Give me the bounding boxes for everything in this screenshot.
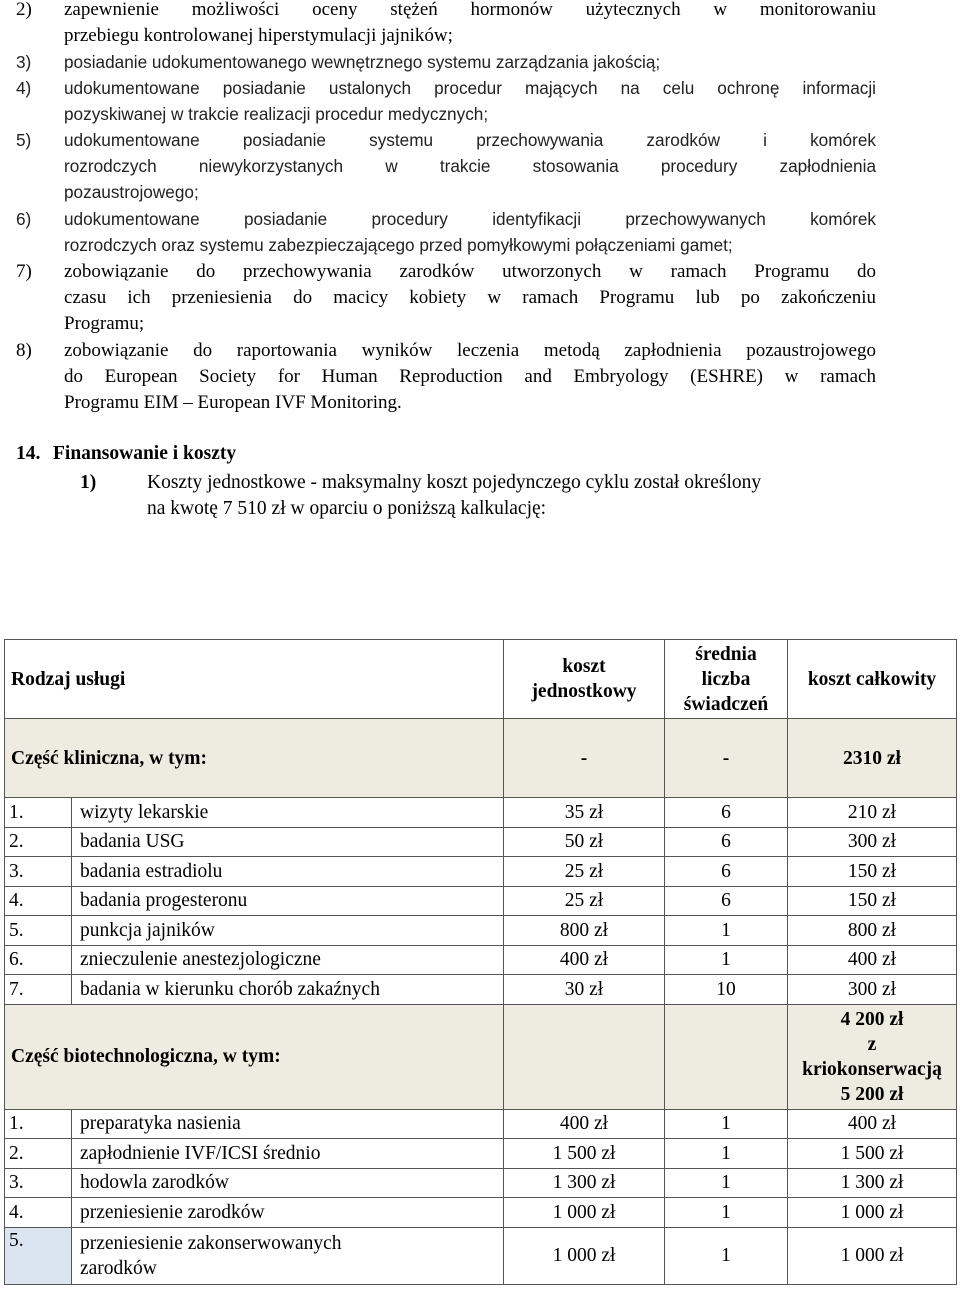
row-service: preparatyka nasienia — [72, 1109, 504, 1139]
row-total: 400 zł — [788, 945, 957, 975]
biotech-total-line: z — [867, 1033, 877, 1055]
row-count: 1 — [665, 916, 788, 946]
table-row — [5, 857, 957, 887]
biotech-part-total — [788, 1004, 957, 1109]
row-total: 800 zł — [788, 916, 957, 946]
row-total: 400 zł — [788, 1109, 957, 1139]
list-item — [16, 49, 876, 75]
row-count: 6 — [665, 886, 788, 916]
list-item-number: 7) — [16, 261, 32, 282]
row-unit-cost: 50 zł — [504, 827, 665, 857]
row-count: 1 — [665, 1109, 788, 1139]
cost-table — [4, 639, 957, 1285]
row-total: 1 500 zł — [788, 1139, 957, 1169]
subsection-line: Koszty jednostkowe - maksymalny koszt pojedynczego cyklu został określony — [147, 472, 762, 493]
biotech-total-line: 4 200 zł — [840, 1008, 904, 1030]
row-number: 4. — [5, 1198, 72, 1228]
row-service: badania USG — [72, 827, 504, 857]
table-row — [5, 1198, 957, 1228]
clinical-part-count: - — [665, 719, 788, 798]
row-number: 1. — [5, 798, 72, 828]
row-unit-cost: 1 300 zł — [504, 1168, 665, 1198]
row-unit-cost: 1 000 zł — [504, 1198, 665, 1228]
header-service-type: Rodzaj usługi — [5, 640, 504, 719]
list-item-number: 6) — [16, 209, 32, 229]
header-avg-count: średnia liczba świadczeń — [665, 640, 788, 719]
list-item-number: 4) — [16, 78, 32, 98]
list-item-line: udokumentowane posiadanie procedury identyfikacji przechowywanych komórek — [64, 209, 876, 229]
table-row — [5, 798, 957, 828]
row-count: 6 — [665, 798, 788, 828]
row-number: 6. — [5, 945, 72, 975]
list-item-line: udokumentowane posiadanie systemu przechowywania zarodków i komórek — [64, 130, 876, 150]
table-row — [5, 827, 957, 857]
row-service — [72, 1227, 504, 1284]
row-number: 2. — [5, 827, 72, 857]
list-item-line: czasu ich przeniesienia do macicy kobiety w ramach Programu lub po zakończeniu — [64, 287, 876, 308]
table-row — [5, 945, 957, 975]
list-item-line: rozrodczych niewykorzystanych w trakcie stosowania procedury zapłodnienia — [64, 156, 876, 176]
row-total: 300 zł — [788, 827, 957, 857]
row-service: badania w kierunku chorób zakaźnych — [72, 975, 504, 1005]
row-number: 3. — [5, 1168, 72, 1198]
list-item — [16, 75, 876, 127]
row-count: 10 — [665, 975, 788, 1005]
table-row — [5, 1109, 957, 1139]
table-row — [5, 1227, 957, 1284]
list-item — [16, 0, 876, 49]
list-item-line: do European Society for Human Reproduction and Embryology (ESHRE) w ramach — [64, 366, 876, 387]
subsection-number: 1) — [80, 472, 97, 493]
list-item-number: 8) — [16, 340, 32, 361]
list-item-line: pozaustrojowego; — [64, 182, 199, 202]
row-service: przeniesienie zarodków — [72, 1198, 504, 1228]
list-item-line: zapewnienie możliwości oceny stężeń hormonów użytecznych w monitorowaniu — [64, 0, 876, 20]
clinical-part-unit: - — [504, 719, 665, 798]
header-unit-cost: koszt jednostkowy — [504, 640, 665, 719]
row-total: 300 zł — [788, 975, 957, 1005]
row-number: 7. — [5, 975, 72, 1005]
row-number: 5. — [5, 1227, 72, 1284]
table-header-row — [5, 640, 957, 719]
row-count: 1 — [665, 945, 788, 975]
row-number: 3. — [5, 857, 72, 887]
row-count: 6 — [665, 827, 788, 857]
row-service-line: zarodków — [80, 1257, 157, 1279]
table-row — [5, 975, 957, 1005]
row-unit-cost: 1 500 zł — [504, 1139, 665, 1169]
list-item-line: posiadanie udokumentowanego wewnętrznego systemu zarządzania jakością; — [64, 52, 661, 72]
biotech-part-label: Część biotechnologiczna, w tym: — [5, 1004, 504, 1109]
row-count: 1 — [665, 1168, 788, 1198]
list-item — [16, 259, 876, 337]
row-total: 1 000 zł — [788, 1227, 957, 1284]
row-number: 5. — [5, 916, 72, 946]
row-count: 6 — [665, 857, 788, 887]
row-total: 150 zł — [788, 857, 957, 887]
row-unit-cost: 1 000 zł — [504, 1227, 665, 1284]
row-unit-cost: 800 zł — [504, 916, 665, 946]
list-item-line: rozrodczych oraz systemu zabezpieczającego przed pomyłkowymi połączeniami gamet; — [64, 235, 733, 255]
biotech-part-count — [665, 1004, 788, 1109]
subsection-line: na kwotę 7 510 zł w oparciu o poniższą kalkulację: — [147, 498, 547, 519]
row-number: 2. — [5, 1139, 72, 1169]
clinical-part-total: 2310 zł — [788, 719, 957, 798]
row-service: punkcja jajników — [72, 916, 504, 946]
row-service-line: przeniesienie zakonserwowanych — [80, 1232, 342, 1254]
row-unit-cost: 400 zł — [504, 1109, 665, 1139]
section-heading — [16, 443, 236, 465]
list-item-line: zobowiązanie do raportowania wyników leczenia metodą zapłodnienia pozaustrojowego — [64, 340, 876, 361]
table-row — [5, 886, 957, 916]
biotech-total-line: kriokonserwacją — [802, 1058, 942, 1080]
subsection — [80, 470, 880, 522]
biotech-part-row — [5, 1004, 957, 1109]
table-row — [5, 1139, 957, 1169]
row-service: badania progesteronu — [72, 886, 504, 916]
list-item — [16, 206, 876, 258]
section-title: Finansowanie i koszty — [53, 443, 237, 464]
row-total: 1 300 zł — [788, 1168, 957, 1198]
row-service: badania estradiolu — [72, 857, 504, 887]
table-row — [5, 1168, 957, 1198]
row-count: 1 — [665, 1198, 788, 1228]
row-unit-cost: 400 zł — [504, 945, 665, 975]
header-total-cost: koszt całkowity — [788, 640, 957, 719]
row-number: 4. — [5, 886, 72, 916]
list-item-number: 5) — [16, 130, 32, 150]
row-service: wizyty lekarskie — [72, 798, 504, 828]
clinical-part-row — [5, 719, 957, 798]
row-count: 1 — [665, 1139, 788, 1169]
biotech-total-line: 5 200 zł — [840, 1083, 904, 1105]
list-item — [16, 338, 876, 416]
list-item-line: Programu EIM – European IVF Monitoring. — [64, 392, 402, 413]
list-item-line: przebiegu kontrolowanej hiperstymulacji jajników; — [64, 25, 453, 46]
row-unit-cost: 25 zł — [504, 857, 665, 887]
list-item-number: 3) — [16, 52, 32, 72]
row-total: 1 000 zł — [788, 1198, 957, 1228]
row-service: zapłodnienie IVF/ICSI średnio — [72, 1139, 504, 1169]
list-item — [16, 127, 876, 205]
row-count: 1 — [665, 1227, 788, 1284]
table-row — [5, 916, 957, 946]
list-item-line: pozyskiwanej w trakcie realizacji procedur medycznych; — [64, 104, 489, 124]
section-number: 14. — [16, 443, 41, 464]
row-unit-cost: 25 zł — [504, 886, 665, 916]
list-item-line: Programu; — [64, 313, 145, 334]
biotech-part-unit — [504, 1004, 665, 1109]
list-item-line: udokumentowane posiadanie ustalonych procedur mających na celu ochronę informacji — [64, 78, 876, 98]
row-total: 150 zł — [788, 886, 957, 916]
row-service: znieczulenie anestezjologiczne — [72, 945, 504, 975]
row-number: 1. — [5, 1109, 72, 1139]
row-total: 210 zł — [788, 798, 957, 828]
row-unit-cost: 30 zł — [504, 975, 665, 1005]
clinical-part-label: Część kliniczna, w tym: — [5, 719, 504, 798]
row-unit-cost: 35 zł — [504, 798, 665, 828]
list-item-line: zobowiązanie do przechowywania zarodków utworzonych w ramach Programu do — [64, 261, 876, 282]
row-service: hodowla zarodków — [72, 1168, 504, 1198]
list-item-number: 2) — [16, 0, 32, 20]
